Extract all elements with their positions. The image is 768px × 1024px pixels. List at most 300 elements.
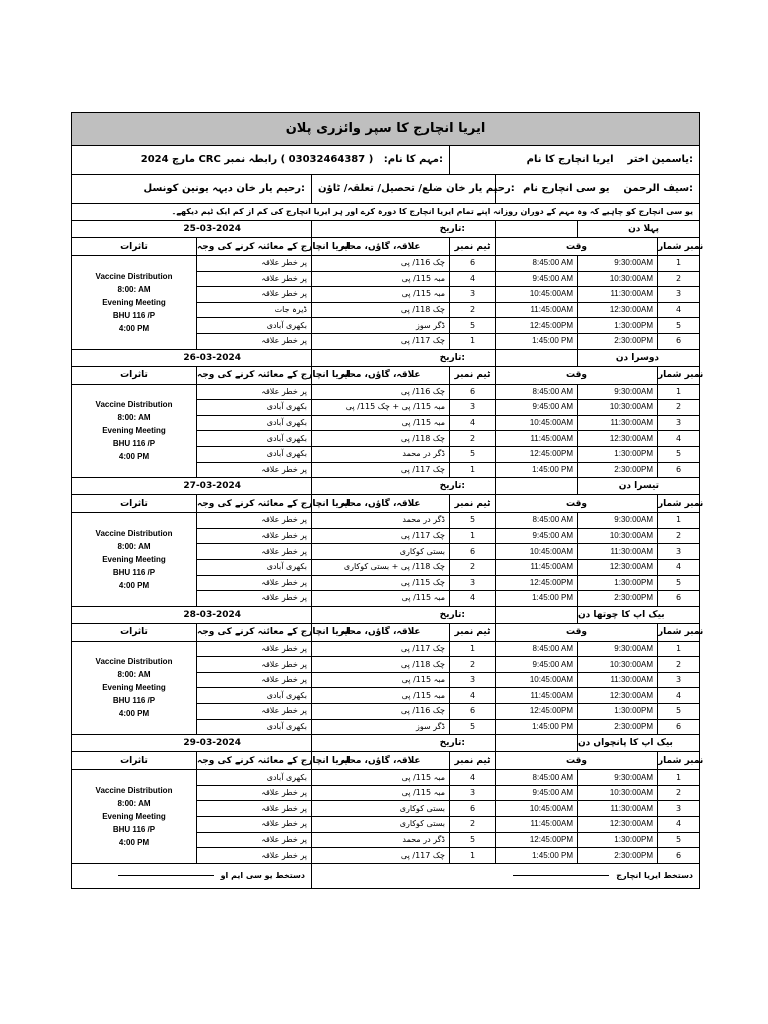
union-council-label: یونین کونسل: xyxy=(143,183,305,194)
cell-team: 2 xyxy=(450,657,496,673)
cell-time-to: 11:30:00AM xyxy=(578,287,658,303)
cell-time-from: 8:45:00 AM xyxy=(496,770,578,786)
day-date-label xyxy=(312,349,496,366)
cell-serial: 5 xyxy=(658,446,700,462)
cell-time-to: 11:30:00AM xyxy=(578,672,658,688)
cell-time-to: 11:30:00AM xyxy=(578,415,658,431)
cell-time-from: 12:45:00PM xyxy=(496,446,578,462)
union-council-info xyxy=(72,175,312,204)
cell-serial: 3 xyxy=(658,672,700,688)
cell-time-from: 12:45:00PM xyxy=(496,832,578,848)
cell-area: بستی کوکاری xyxy=(312,544,450,560)
cell-serial: 5 xyxy=(658,832,700,848)
cell-reason: پر خطر علاقہ xyxy=(197,785,312,801)
cell-reason: پر خطر علاقہ xyxy=(197,641,312,657)
header-time: وقت xyxy=(496,366,658,384)
cell-reason: بکھری آبادی xyxy=(197,400,312,416)
cell-area: بستی کوکاری xyxy=(312,817,450,833)
cell-reason: پر خطر علاقہ xyxy=(197,672,312,688)
signature-line xyxy=(118,875,214,876)
cell-serial: 5 xyxy=(658,575,700,591)
cell-team: 2 xyxy=(450,302,496,318)
cell-serial: 5 xyxy=(658,704,700,720)
day-date xyxy=(72,478,312,495)
cell-time-from: 1:45:00 PM xyxy=(496,848,578,864)
date-label: تاریخ: xyxy=(439,738,465,749)
day-date xyxy=(72,606,312,623)
cell-area: مبہ 115/ پی xyxy=(312,287,450,303)
header-serial: نمبر شمار xyxy=(658,623,700,641)
district-name: رحیم یار خان xyxy=(446,183,511,194)
cell-serial: 2 xyxy=(658,271,700,287)
remark-line: 4:00 PM xyxy=(118,709,150,719)
uc-incharge-info xyxy=(496,175,700,204)
day-date-value: 26-03-2024 xyxy=(183,352,241,363)
cell-reason: بکھری آبادی xyxy=(197,318,312,334)
remark-line: Evening Meeting xyxy=(102,554,166,564)
area-incharge-label: ایریا انچارج کا نام: xyxy=(526,154,694,165)
cell-area: چک 117/ پی xyxy=(312,333,450,349)
cell-reason: پر خطر علاقہ xyxy=(197,462,312,478)
cell-serial: 2 xyxy=(658,400,700,416)
cell-serial: 3 xyxy=(658,801,700,817)
cell-area: چک 117/ پی xyxy=(312,641,450,657)
cell-team: 2 xyxy=(450,559,496,575)
day-date-label xyxy=(312,606,496,623)
remark-line: Evening Meeting xyxy=(102,683,166,693)
day-date-label xyxy=(312,735,496,752)
union-council-name: رحیم یار خان دیہہ xyxy=(212,183,301,194)
cell-area: چک 117/ پی xyxy=(312,848,450,864)
table-row xyxy=(72,770,700,786)
cell-time-to: 10:30:00AM xyxy=(578,657,658,673)
header-reason: ایریا انچارج کے معائنہ کرنے کی وجہ xyxy=(197,366,312,384)
header-serial: نمبر شمار xyxy=(658,752,700,770)
cell-time-to: 11:30:00AM xyxy=(578,801,658,817)
cell-serial: 6 xyxy=(658,333,700,349)
cell-serial: 2 xyxy=(658,528,700,544)
cell-time-from: 8:45:00 AM xyxy=(496,256,578,272)
cell-team: 1 xyxy=(450,641,496,657)
cell-team: 3 xyxy=(450,785,496,801)
remark-line: 4:00 PM xyxy=(118,323,150,333)
cell-team: 5 xyxy=(450,318,496,334)
cell-serial: 1 xyxy=(658,641,700,657)
remark-line: Vaccine Distribution xyxy=(95,786,173,796)
cell-team: 2 xyxy=(450,431,496,447)
cell-reason: بکھری آبادی xyxy=(197,559,312,575)
header-area: علاقہ، گاؤں، محلہ xyxy=(312,752,450,770)
cell-time-to: 10:30:00AM xyxy=(578,528,658,544)
header-time: وقت xyxy=(496,238,658,256)
cell-team: 4 xyxy=(450,688,496,704)
cell-reason: پر خطر علاقہ xyxy=(197,704,312,720)
header-area: علاقہ، گاؤں، محلہ xyxy=(312,495,450,513)
signature-area-incharge xyxy=(312,863,700,888)
table-row xyxy=(72,513,700,529)
cell-reason: بکھری آبادی xyxy=(197,415,312,431)
day-spacer xyxy=(496,735,578,752)
cell-time-to: 2:30:00PM xyxy=(578,719,658,735)
table-row xyxy=(72,641,700,657)
cell-time-to: 10:30:00AM xyxy=(578,400,658,416)
cell-reason: پر خطر علاقہ xyxy=(197,848,312,864)
cell-time-from: 11:45:00AM xyxy=(496,302,578,318)
cell-area: مبہ 115/ پی xyxy=(312,785,450,801)
header-reason: ایریا انچارج کے معائنہ کرنے کی وجہ xyxy=(197,752,312,770)
remark-line: 4:00 PM xyxy=(118,580,150,590)
header-remarks: تاثرات xyxy=(72,623,197,641)
cell-serial: 3 xyxy=(658,415,700,431)
header-team: ٹیم نمبر xyxy=(450,238,496,256)
day-date xyxy=(72,349,312,366)
cell-time-to: 12:30:00AM xyxy=(578,688,658,704)
cell-time-from: 9:45:00 AM xyxy=(496,528,578,544)
cell-serial: 6 xyxy=(658,462,700,478)
cell-time-to: 11:30:00AM xyxy=(578,544,658,560)
cell-time-from: 12:45:00PM xyxy=(496,318,578,334)
area-incharge-info xyxy=(450,146,700,175)
cell-area: مبہ 115/ پی xyxy=(312,415,450,431)
header-team: ٹیم نمبر xyxy=(450,752,496,770)
uc-incharge-name: سیف الرحمن xyxy=(623,183,690,194)
remark-line: BHU 116 /P xyxy=(112,310,156,320)
cell-team: 5 xyxy=(450,446,496,462)
table-row xyxy=(72,256,700,272)
cell-time-from: 10:45:00AM xyxy=(496,801,578,817)
cell-reason: بکھری آبادی xyxy=(197,431,312,447)
cell-serial: 4 xyxy=(658,431,700,447)
cell-time-from: 1:45:00 PM xyxy=(496,333,578,349)
contact-label: رابطہ نمبر: xyxy=(224,154,443,165)
cell-area: چک 117/ پی xyxy=(312,462,450,478)
cell-time-from: 8:45:00 AM xyxy=(496,384,578,400)
day-label: دوسرا دن xyxy=(578,349,700,366)
cell-reason: پر خطر علاقہ xyxy=(197,287,312,303)
day-date-value: 29-03-2024 xyxy=(183,738,241,749)
day-date-label xyxy=(312,478,496,495)
remark-line: 8:00: AM xyxy=(117,284,151,294)
remark-line: 8:00: AM xyxy=(117,799,151,809)
header-remarks: تاثرات xyxy=(72,238,197,256)
day-spacer xyxy=(496,606,578,623)
cell-time-to: 1:30:00PM xyxy=(578,575,658,591)
cell-area: مبہ 115/ پی xyxy=(312,672,450,688)
cell-reason: پر خطر علاقہ xyxy=(197,528,312,544)
header-team: ٹیم نمبر xyxy=(450,495,496,513)
date-label: تاریخ: xyxy=(439,352,465,363)
header-area: علاقہ، گاؤں، محلہ xyxy=(312,366,450,384)
date-label: تاریخ: xyxy=(439,481,465,492)
cell-area: مبہ 115/ پی xyxy=(312,271,450,287)
day-label: پہلا دن xyxy=(578,221,700,238)
cell-serial: 5 xyxy=(658,318,700,334)
cell-time-from: 9:45:00 AM xyxy=(496,400,578,416)
cell-serial: 1 xyxy=(658,513,700,529)
cell-team: 3 xyxy=(450,400,496,416)
day-date-value: 27-03-2024 xyxy=(183,481,241,492)
cell-reason: بکھری آبادی xyxy=(197,719,312,735)
cell-team: 4 xyxy=(450,770,496,786)
signature-area-incharge-label: دستخط ایریا انچارج xyxy=(616,870,694,880)
page-title: ایریا انچارج کا سپر وائزری پلان xyxy=(72,113,700,146)
cell-team: 6 xyxy=(450,704,496,720)
cell-area: ڈگر در محمد xyxy=(312,446,450,462)
cell-serial: 2 xyxy=(658,657,700,673)
remark-line: Evening Meeting xyxy=(102,297,166,307)
remark-line: 8:00: AM xyxy=(117,413,151,423)
remark-line: BHU 116 /P xyxy=(112,439,156,449)
cell-serial: 1 xyxy=(658,770,700,786)
cell-time-from: 8:45:00 AM xyxy=(496,513,578,529)
supervisory-plan-document xyxy=(71,112,704,889)
day-date-label xyxy=(312,221,496,238)
cell-time-to: 12:30:00AM xyxy=(578,302,658,318)
header-area: علاقہ، گاؤں، محلہ xyxy=(312,238,450,256)
header-remarks: تاثرات xyxy=(72,495,197,513)
header-team: ٹیم نمبر xyxy=(450,366,496,384)
day-remarks xyxy=(72,770,197,864)
header-time: وقت xyxy=(496,495,658,513)
cell-time-from: 10:45:00AM xyxy=(496,544,578,560)
cell-team: 6 xyxy=(450,544,496,560)
header-area: علاقہ، گاؤں، محلہ xyxy=(312,623,450,641)
cell-time-from: 9:45:00 AM xyxy=(496,271,578,287)
cell-time-from: 12:45:00PM xyxy=(496,575,578,591)
remark-line: BHU 116 /P xyxy=(112,567,156,577)
cell-time-from: 9:45:00 AM xyxy=(496,657,578,673)
cell-reason: پر خطر علاقہ xyxy=(197,384,312,400)
cell-area: چک 117/ پی xyxy=(312,528,450,544)
cell-time-to: 2:30:00PM xyxy=(578,848,658,864)
header-remarks: تاثرات xyxy=(72,752,197,770)
cell-reason: بکھری آبادی xyxy=(197,688,312,704)
cell-reason: بکھری آبادی xyxy=(197,770,312,786)
cell-serial: 4 xyxy=(658,817,700,833)
day-date xyxy=(72,735,312,752)
cell-time-to: 2:30:00PM xyxy=(578,333,658,349)
cell-team: 2 xyxy=(450,817,496,833)
cell-time-to: 9:30:00AM xyxy=(578,641,658,657)
day-date-value: 25-03-2024 xyxy=(183,224,241,234)
cell-serial: 6 xyxy=(658,591,700,607)
cell-time-to: 9:30:00AM xyxy=(578,384,658,400)
cell-area: چک 118/ پی xyxy=(312,657,450,673)
contact-and-campaign xyxy=(72,146,450,175)
cell-team: 3 xyxy=(450,287,496,303)
remark-line: Evening Meeting xyxy=(102,812,166,822)
remark-line: Vaccine Distribution xyxy=(95,528,173,538)
cell-time-from: 11:45:00AM xyxy=(496,688,578,704)
day-label: بیک اپ کا پانچواں دن xyxy=(578,735,700,752)
header-reason: ایریا انچارج کے معائنہ کرنے کی وجہ xyxy=(197,495,312,513)
header-team: ٹیم نمبر xyxy=(450,623,496,641)
cell-team: 1 xyxy=(450,528,496,544)
cell-area: چک 116/ پی xyxy=(312,704,450,720)
cell-area: مبہ 115/ پی xyxy=(312,591,450,607)
cell-time-to: 12:30:00AM xyxy=(578,817,658,833)
day-spacer xyxy=(496,349,578,366)
cell-time-from: 8:45:00 AM xyxy=(496,641,578,657)
cell-reason: پر خطر علاقہ xyxy=(197,832,312,848)
header-serial: نمبر شمار xyxy=(658,366,700,384)
cell-area: مبہ 115/ پی + چک 115/ پی xyxy=(312,400,450,416)
cell-time-from: 1:45:00 PM xyxy=(496,462,578,478)
signature-uc-mo-label: دستخط یو سی ایم او xyxy=(220,870,305,880)
cell-serial: 6 xyxy=(658,848,700,864)
cell-team: 6 xyxy=(450,384,496,400)
cell-area: ڈگر سوز xyxy=(312,318,450,334)
cell-team: 4 xyxy=(450,271,496,287)
cell-reason: پر خطر علاقہ xyxy=(197,256,312,272)
cell-reason: پر خطر علاقہ xyxy=(197,513,312,529)
cell-time-to: 9:30:00AM xyxy=(578,513,658,529)
cell-area: چک 118/ پی + بستی کوکاری xyxy=(312,559,450,575)
cell-time-from: 10:45:00AM xyxy=(496,287,578,303)
remark-line: 8:00: AM xyxy=(117,541,151,551)
area-incharge-name: یاسمین اختر xyxy=(627,154,690,165)
plan-table xyxy=(71,112,704,889)
cell-area: چک 118/ پی xyxy=(312,431,450,447)
cell-time-to: 2:30:00PM xyxy=(578,591,658,607)
cell-area: ڈگر سوز xyxy=(312,719,450,735)
day-remarks xyxy=(72,641,197,735)
campaign-name: مارچ 2024 CRC xyxy=(140,154,221,165)
cell-serial: 6 xyxy=(658,719,700,735)
remark-line: Vaccine Distribution xyxy=(95,271,173,281)
cell-area: مبہ 115/ پی xyxy=(312,688,450,704)
remark-line: 4:00 PM xyxy=(118,838,150,848)
remark-line: Evening Meeting xyxy=(102,426,166,436)
header-serial: نمبر شمار xyxy=(658,238,700,256)
remark-line: Vaccine Distribution xyxy=(95,400,173,410)
cell-team: 6 xyxy=(450,256,496,272)
cell-area: ڈگر در محمد xyxy=(312,832,450,848)
cell-time-from: 1:45:00 PM xyxy=(496,719,578,735)
cell-time-from: 11:45:00AM xyxy=(496,431,578,447)
cell-serial: 3 xyxy=(658,544,700,560)
header-serial: نمبر شمار xyxy=(658,495,700,513)
cell-time-to: 12:30:00AM xyxy=(578,559,658,575)
cell-reason: پر خطر علاقہ xyxy=(197,271,312,287)
day-label: تیسرا دن xyxy=(578,478,700,495)
cell-team: 5 xyxy=(450,719,496,735)
cell-serial: 4 xyxy=(658,688,700,704)
cell-time-from: 11:45:00AM xyxy=(496,559,578,575)
remark-line: BHU 116 /P xyxy=(112,696,156,706)
cell-reason: پر خطر علاقہ xyxy=(197,544,312,560)
header-remarks: تاثرات xyxy=(72,366,197,384)
cell-area: ڈگر در محمد xyxy=(312,513,450,529)
cell-team: 1 xyxy=(450,462,496,478)
cell-time-to: 12:30:00AM xyxy=(578,431,658,447)
cell-team: 3 xyxy=(450,672,496,688)
remark-line: BHU 116 /P xyxy=(112,825,156,835)
signature-line xyxy=(513,875,609,876)
cell-reason: پر خطر علاقہ xyxy=(197,817,312,833)
cell-team: 1 xyxy=(450,333,496,349)
header-reason: ایریا انچارج کے معائنہ کرنے کی وجہ xyxy=(197,623,312,641)
cell-time-to: 10:30:00AM xyxy=(578,785,658,801)
cell-time-to: 10:30:00AM xyxy=(578,271,658,287)
cell-time-to: 2:30:00PM xyxy=(578,462,658,478)
cell-time-from: 1:45:00 PM xyxy=(496,591,578,607)
day-spacer xyxy=(496,478,578,495)
cell-time-to: 9:30:00AM xyxy=(578,256,658,272)
remark-line: 4:00 PM xyxy=(118,452,150,462)
cell-area: چک 118/ پی xyxy=(312,302,450,318)
header-time: وقت xyxy=(496,623,658,641)
uc-incharge-label: یو سی انچارج نام: xyxy=(523,183,694,194)
table-row xyxy=(72,384,700,400)
cell-team: 4 xyxy=(450,415,496,431)
cell-time-from: 10:45:00AM xyxy=(496,672,578,688)
cell-team: 3 xyxy=(450,575,496,591)
cell-time-to: 1:30:00PM xyxy=(578,832,658,848)
remark-line: 8:00: AM xyxy=(117,670,151,680)
cell-serial: 3 xyxy=(658,287,700,303)
date-label: تاریخ: xyxy=(439,224,465,234)
cell-time-to: 1:30:00PM xyxy=(578,446,658,462)
cell-serial: 1 xyxy=(658,384,700,400)
instruction-note: یو سی انچارج کو چاہیے کہ وہ مہم کے دوران روزانہ اپنے تمام ایریا انچارج کا دورہ کرے اور ہر ایریا انچارج کی کم از کم ایک ٹیم دیکھے۔ xyxy=(72,204,700,221)
contact-number: ( 03032464387 ) xyxy=(280,154,374,165)
day-remarks xyxy=(72,256,197,350)
date-label: تاریخ: xyxy=(439,609,465,620)
day-date xyxy=(72,221,312,238)
cell-reason: بکھری آبادی xyxy=(197,446,312,462)
cell-time-from: 11:45:00AM xyxy=(496,817,578,833)
day-remarks xyxy=(72,384,197,478)
cell-serial: 1 xyxy=(658,256,700,272)
cell-time-to: 1:30:00PM xyxy=(578,318,658,334)
cell-area: بستی کوکاری xyxy=(312,801,450,817)
cell-team: 1 xyxy=(450,848,496,864)
cell-time-from: 12:45:00PM xyxy=(496,704,578,720)
cell-area: چک 116/ پی xyxy=(312,256,450,272)
signature-uc-mo xyxy=(72,863,312,888)
cell-reason: پر خطر علاقہ xyxy=(197,591,312,607)
cell-serial: 4 xyxy=(658,302,700,318)
day-date-value: 28-03-2024 xyxy=(183,609,241,620)
header-time: وقت xyxy=(496,752,658,770)
cell-team: 5 xyxy=(450,513,496,529)
cell-serial: 2 xyxy=(658,785,700,801)
cell-reason: پر خطر علاقہ xyxy=(197,801,312,817)
cell-serial: 4 xyxy=(658,559,700,575)
district-info xyxy=(312,175,515,204)
header-reason: ایریا انچارج کے معائنہ کرنے کی وجہ xyxy=(197,238,312,256)
cell-area: چک 116/ پی xyxy=(312,384,450,400)
day-spacer xyxy=(496,221,578,238)
cell-team: 6 xyxy=(450,801,496,817)
cell-time-from: 9:45:00 AM xyxy=(496,785,578,801)
day-label: بیک اپ کا چوتھا دن xyxy=(578,606,700,623)
cell-reason: پر خطر علاقہ xyxy=(197,575,312,591)
cell-time-to: 1:30:00PM xyxy=(578,704,658,720)
cell-reason: ڈیرہ جات xyxy=(197,302,312,318)
campaign-label: مہم کا نام: xyxy=(383,154,439,165)
cell-time-to: 9:30:00AM xyxy=(578,770,658,786)
cell-team: 4 xyxy=(450,591,496,607)
remark-line: Vaccine Distribution xyxy=(95,657,173,667)
cell-team: 5 xyxy=(450,832,496,848)
district-label: ضلع/ تحصیل/ تعلقہ/ ٹاؤن: xyxy=(318,183,515,194)
day-remarks xyxy=(72,513,197,607)
cell-time-from: 10:45:00AM xyxy=(496,415,578,431)
cell-area: مبہ 115/ پی xyxy=(312,770,450,786)
cell-reason: پر خطر علاقہ xyxy=(197,657,312,673)
